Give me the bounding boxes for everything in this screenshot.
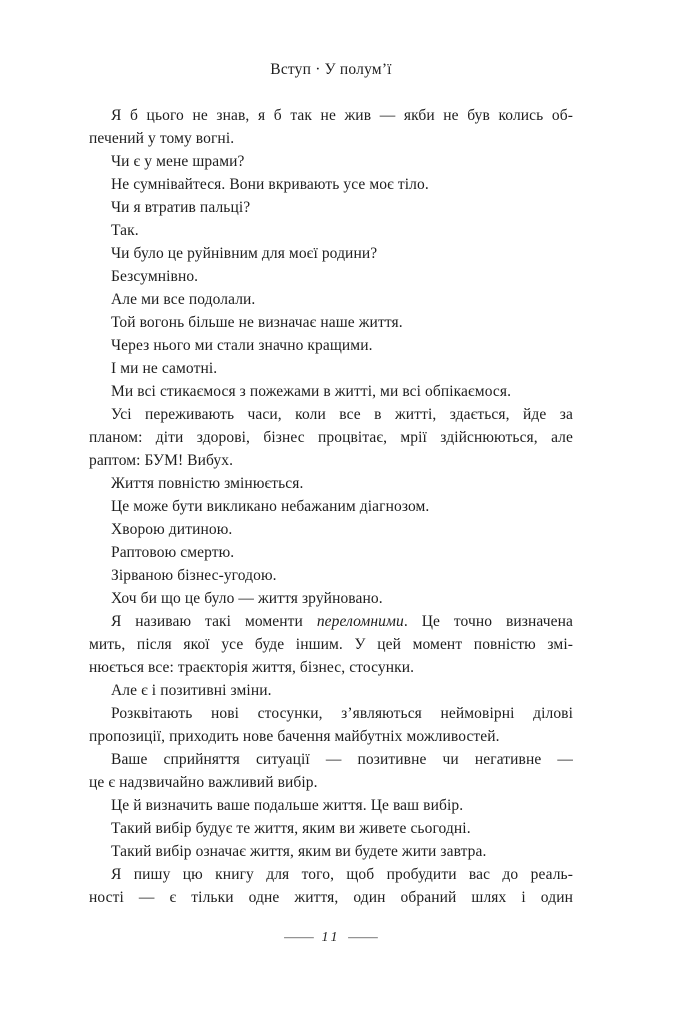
text-run: Такий вибір будує те життя, яким ви живете сьогодні. (111, 820, 471, 837)
text-run: Зірваною бізнес-угодою. (111, 567, 277, 584)
text-run: Раптовою смертю. (111, 544, 235, 561)
paragraph (89, 495, 573, 518)
paragraph (89, 242, 573, 265)
text-run: Я б цього не знав, я б так не жив — якби не був колись об- (111, 107, 573, 124)
paragraph (89, 564, 573, 587)
text-line (89, 219, 573, 242)
paragraph (89, 265, 573, 288)
paragraph (89, 219, 573, 242)
text-run: ності — є тільки одне життя, один обраний шлях і один (89, 889, 573, 906)
text-run: Ми всі стикаємося з пожежами в житті, ми всі обпікаємося. (111, 383, 512, 400)
text-line (89, 702, 573, 725)
text-run: мить, після якої усе буде іншим. У цей момент повністю змі- (89, 636, 573, 653)
text-run: Чи було це руйнівним для моєї родини? (111, 245, 378, 262)
text-line (89, 403, 573, 426)
text-line (89, 748, 573, 771)
text-line (89, 610, 573, 633)
text-run: І ми не самотні. (111, 360, 218, 377)
text-line (89, 311, 573, 334)
text-run: Життя повністю змінюється. (111, 475, 304, 492)
text-line (89, 863, 573, 886)
text-line (89, 564, 573, 587)
text-run: Я пишу цю книгу для того, щоб пробудити вас до реаль- (111, 866, 573, 883)
text-run: Але ми все подолали. (111, 291, 256, 308)
text-line (89, 840, 573, 863)
text-line (89, 541, 573, 564)
text-run: Розквітають нові стосунки, з’являються неймовірні ділові (111, 705, 573, 722)
text-run: пропозиції, приходить нове бачення майбутніх можливостей. (89, 728, 500, 745)
text-run: Ваше сприйняття ситуації — позитивне чи негативне — (111, 751, 573, 768)
text-line (89, 426, 573, 449)
paragraph (89, 380, 573, 403)
paragraph (89, 334, 573, 357)
text-line (89, 679, 573, 702)
text-run: Через нього ми стали значно кращими. (111, 337, 373, 354)
paragraph (89, 311, 573, 334)
text-line (89, 357, 573, 380)
text-run: Хоч би що це було — життя зруйновано. (111, 590, 383, 607)
paragraph (89, 403, 573, 472)
text-line (89, 449, 573, 472)
text-run: Я називаю такі моменти (111, 613, 317, 630)
text-run: Чи я втратив пальці? (111, 199, 251, 216)
paragraph (89, 817, 573, 840)
paragraph (89, 173, 573, 196)
text-run: Не сумнівайтеся. Вони вкривають усе моє тіло. (111, 176, 429, 193)
text-run: Безсумнівно. (111, 268, 199, 285)
paragraph (89, 472, 573, 495)
text-run: Чи є у мене шрами? (111, 153, 245, 170)
text-run: Хворою дитиною. (111, 521, 233, 538)
text-run: Так. (111, 222, 139, 239)
paragraph (89, 104, 573, 150)
text-run: нюється все: траєкторія життя, бізнес, стосунки. (89, 659, 415, 676)
paragraph (89, 587, 573, 610)
text-line (89, 104, 573, 127)
text-line (89, 288, 573, 311)
paragraph (89, 794, 573, 817)
text-run: Але є і позитивні зміни. (111, 682, 272, 699)
page-number: 11 (321, 930, 341, 945)
page-footer (89, 930, 573, 946)
text-line (89, 242, 573, 265)
text-run: планом: діти здорові, бізнес процвітає, мрії здійснюються, але (89, 429, 573, 446)
text-line (89, 587, 573, 610)
text-run: Це й визначить ваше подальше життя. Це ваш вибір. (111, 797, 464, 814)
text-line (89, 472, 573, 495)
paragraph (89, 863, 573, 909)
paragraph (89, 288, 573, 311)
footer-dash-right: — (348, 930, 379, 945)
text-run: Це може бути викликано небажаним діагнозом. (111, 498, 430, 515)
text-run: Такий вибір означає життя, яким ви будете жити завтра. (111, 843, 487, 860)
text-run: Той вогонь більше не визначає наше життя. (111, 314, 403, 331)
text-line (89, 794, 573, 817)
paragraph (89, 357, 573, 380)
text-line (89, 173, 573, 196)
paragraph (89, 748, 573, 794)
text-line (89, 196, 573, 219)
text-line (89, 771, 573, 794)
text-line (89, 380, 573, 403)
text-run: . Це точно визначена (403, 613, 573, 630)
text-run: раптом: БУМ! Вибух. (89, 452, 234, 469)
paragraph (89, 840, 573, 863)
page-body (89, 104, 573, 909)
text-line (89, 656, 573, 679)
text-line (89, 633, 573, 656)
text-line (89, 127, 573, 150)
text-line (89, 150, 573, 173)
text-line (89, 817, 573, 840)
text-line (89, 495, 573, 518)
paragraph (89, 541, 573, 564)
text-run: Усі переживають часи, коли все в житті, здається, йде за (111, 406, 573, 423)
text-line (89, 518, 573, 541)
text-line (89, 265, 573, 288)
italic-emphasis: переломними (316, 613, 404, 630)
paragraph (89, 196, 573, 219)
footer-dash-left: — (283, 930, 314, 945)
paragraph (89, 150, 573, 173)
running-header: Вступ · У полум’ї (270, 61, 392, 78)
text-line (89, 725, 573, 748)
text-line (89, 334, 573, 357)
text-line (89, 886, 573, 909)
paragraph (89, 610, 573, 679)
paragraph (89, 702, 573, 748)
paragraph (89, 518, 573, 541)
paragraph (89, 679, 573, 702)
text-run: це є надзвичайно важливий вибір. (89, 774, 318, 791)
text-run: печений у тому вогні. (89, 130, 235, 147)
